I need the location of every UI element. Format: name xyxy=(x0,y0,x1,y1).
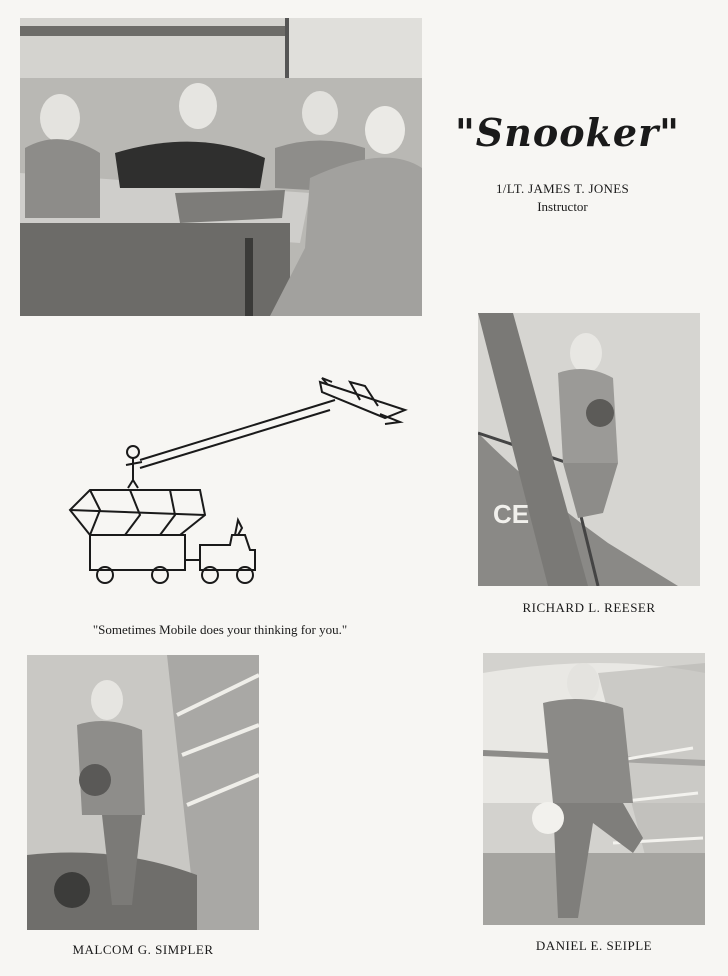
portrait-seiple xyxy=(483,653,705,925)
instructor-nickname: "Snooker" xyxy=(455,110,680,155)
instructor-rank-name: 1/LT. JAMES T. JONES xyxy=(495,181,629,196)
portrait-simpler xyxy=(27,655,259,930)
portrait-reeser xyxy=(478,313,700,586)
portrait-name-reeser: RICHARD L. REESER xyxy=(522,600,656,615)
aircraft-tail-marking: CE xyxy=(493,499,530,529)
instructor-role: Instructor xyxy=(537,199,588,214)
portrait-name-seiple: DANIEL E. SEIPLE xyxy=(535,938,653,953)
group-photo xyxy=(20,18,422,316)
portrait-name-simpler: MALCOM G. SIMPLER xyxy=(72,942,214,957)
mobile-truck-cartoon xyxy=(60,370,420,600)
cartoon-caption: "Sometimes Mobile does your thinking for you." xyxy=(92,622,348,637)
